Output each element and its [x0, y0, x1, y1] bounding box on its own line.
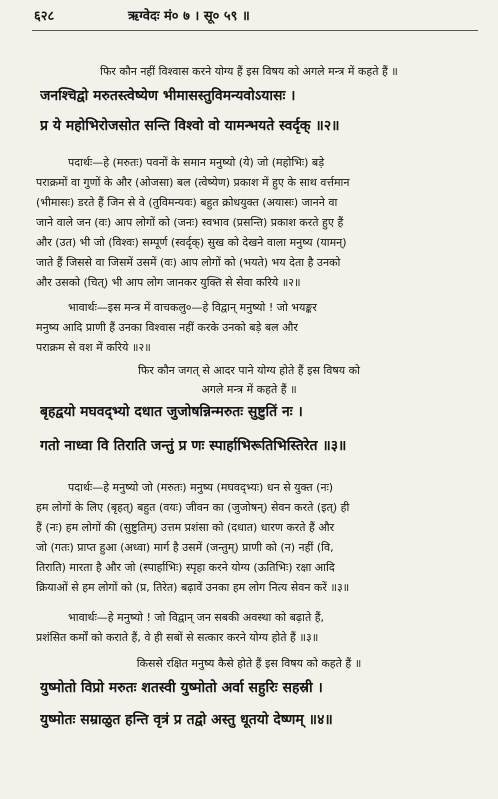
padartha-2-line-5: और (उत) भी जो (विश्वः) सम्पूर्ण (स्वर्दृक्) सुख को देखने वाला मनुष्य (यामन्) — [36, 236, 347, 249]
topic-intro-3-line-2: अगले मन्त्र में कहते हैं ॥ — [201, 383, 297, 396]
topic-intro-3-line-1: फिर कौन जगत् से आदर पाने योग्य होते हैं इस विषय को — [138, 364, 360, 377]
bhavartha-2-line-2: मनुष्य आदि प्राणी हैं उनका विश्वास नहीं करके उनको बड़े बल और — [36, 321, 298, 334]
header-rule — [32, 30, 478, 31]
padartha-2-line-2: पराक्रमों वा गुणों के और (ओजसा) बल (त्वेष्येण) प्रकाश में हुए के साथ वर्त्तमान — [36, 176, 350, 189]
padartha-2-line-1: पदार्थः—हे (मरुतः) पवनों के समान मनुष्यो (ये) जो (महोभिः) बड़े — [68, 156, 325, 169]
topic-intro-2: फिर कौन नहीं विश्वास करने योग्य हैं इस विषय को अगले मन्त्र में कहते हैं ॥ — [100, 65, 398, 78]
page-header — [34, 6, 478, 28]
mantra-2-line-2: प्र ये महोभिरोजसोत सन्ति विश्वो वो यामन्भयते स्वर्दृक् ॥२॥ — [40, 118, 340, 134]
running-head: ऋग्वेदः मं० ७ । सू० ५९ ॥ — [128, 9, 250, 24]
topic-intro-4: किससे रक्षित मनुष्य कैसे होते हैं इस विषय को कहते हैं ॥ — [136, 657, 362, 670]
padartha-3-line-6: क्रियाओं से हम लोगों को (प्र, तिरेत) बढ़ावें उनका हम लोग नित्य सेवन करें ॥३॥ — [36, 581, 350, 594]
bhavartha-2-line-3: पराक्रम से वश में करिये ॥२॥ — [36, 341, 151, 354]
padartha-2-line-3: (भीमासः) डरते हैं जिन से वे (तुविमन्यवः) बहुत क्रोधयुक्त (अयासः) जानने वा — [36, 196, 338, 209]
padartha-2-line-4: जाने वाले जन (वः) आप लोगों को (जनः) स्वभाव (प्रसन्ति) प्रकाश करते हुए हैं — [36, 216, 344, 229]
padartha-3-line-1: पदार्थः—हे मनुष्यो जो (मरुतः) मनुष्य (मघवद्भ्यः) धन से युक्त (नः) — [68, 481, 334, 494]
bhavartha-3-line-2: प्रशंसित कर्मों को कराते हैं, वे ही सबों से सत्कार करने योग्य होते हैं ॥३॥ — [36, 631, 319, 644]
padartha-3-line-5: तिराति) मारता है और जो (स्पार्हाभिः) स्पृहा करने योग्य (ऊतिभिः) रक्षा आदि — [36, 561, 335, 574]
bhavartha-3-line-1: भावार्थः—हे मनुष्यो ! जो विद्वान् जन सबकी अवस्था को बढ़ाते हैं, — [68, 611, 325, 624]
mantra-4-line-1: युष्मोतो विप्रो मरुतः शतस्वी युष्मोतो अर्वा सहुरिः सहस्री । — [40, 680, 323, 696]
mantra-4-line-2: युष्मोतः सम्राळुत हन्ति वृत्रं प्र तद्वो अस्तु धूतयो देष्णम् ॥४॥ — [40, 712, 333, 728]
bhavartha-2-line-1: भावार्थः—इस मन्त्र में वाचकलु०—हे विद्वान् मनुष्यो ! जो भयङ्कर — [68, 301, 317, 314]
padartha-3-line-3: हैं (नः) हम लोगों की (सुष्टुतिम्) उत्तम प्रशंसा को (दधात) धारण करते हैं और — [36, 521, 335, 534]
padartha-2-line-6: जाते हैं जिससे वा जिसमें उसमें (वः) आप लोगों को (भयते) भय देता है उनको — [36, 256, 341, 269]
mantra-3-line-2: गतो नाध्वा वि तिराति जन्तुं प्र णः स्पार्हाभिरूतिभिस्तिरेत ॥३॥ — [40, 438, 347, 454]
padartha-3-line-2: हम लोगों के लिए (बृहत्) बहुत (वयः) जीवन का (जुजोषन्) सेवन करते (इत्) ही — [36, 501, 350, 514]
mantra-3-line-1: बृहद्वयो मघवद्भ्यो दधात जुजोषन्निन्मरुतः सुष्टुतिं नः । — [40, 404, 303, 420]
mantra-2-line-1: जनश्चिद्वो मरुतस्त्वेष्येण भीमासस्तुविमन्यवोऽयासः । — [40, 88, 296, 104]
page-number: ६२८ — [34, 9, 55, 24]
padartha-3-line-4: जो (गतः) प्राप्त हुआ (अध्वा) मार्ग है उसमें (जन्तुम्) प्राणी को (न) नहीं (वि, — [36, 541, 334, 554]
padartha-2-line-7: और उसको (चित्) भी आप लोग जानकर युक्ति से सेवा करिये ॥२॥ — [36, 276, 301, 289]
